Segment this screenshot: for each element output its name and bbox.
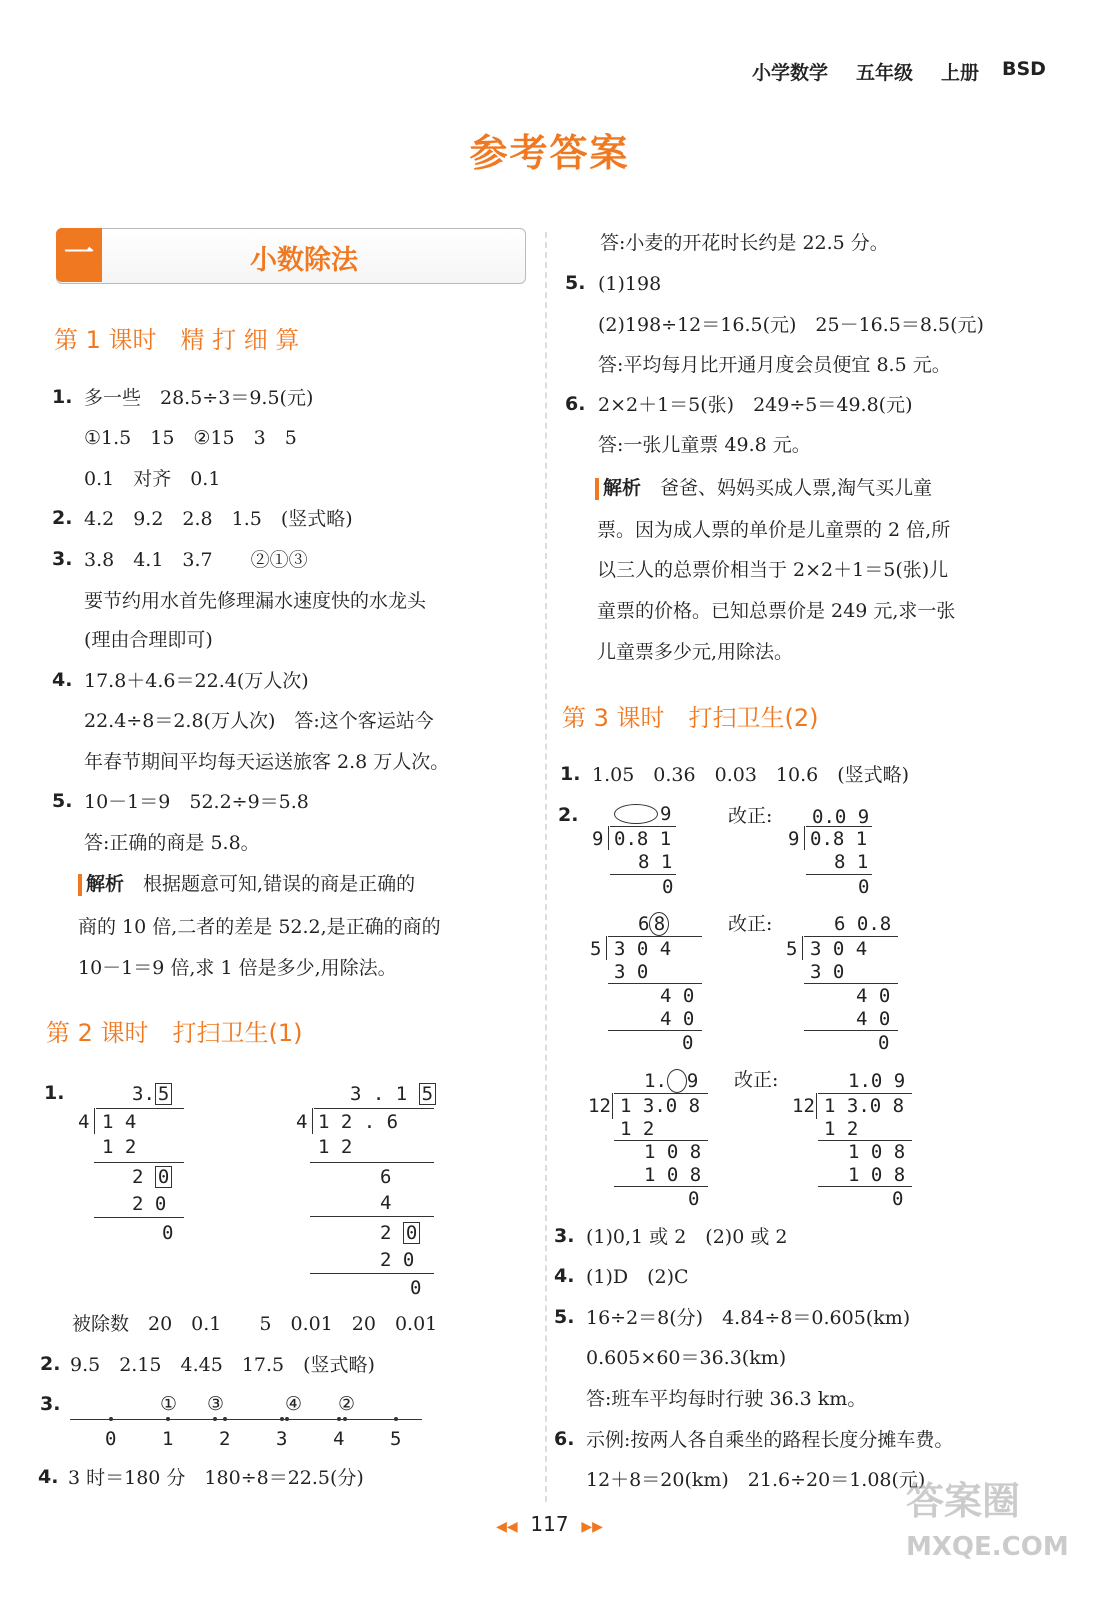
step-line bbox=[608, 983, 702, 984]
step-remainder: 6 bbox=[380, 1166, 392, 1188]
division-bracket bbox=[608, 826, 609, 850]
answer-line: 3 时＝180 分 180÷8＝22.5(分) bbox=[68, 1467, 364, 1489]
dividend: 0.8 1 bbox=[614, 828, 672, 850]
step-remainder: 2 0 bbox=[380, 1222, 420, 1244]
step-line bbox=[94, 1162, 184, 1163]
division-bracket bbox=[806, 826, 872, 827]
answer-line: (1)0,1 或 2 (2)0 或 2 bbox=[586, 1226, 788, 1248]
number-line-point bbox=[343, 1417, 347, 1421]
analysis-line: 童票的价格。已知总票价是 249 元,求一张 bbox=[597, 600, 956, 622]
boxed-digit: 5 bbox=[155, 1083, 172, 1105]
step-subtract: 4 bbox=[380, 1192, 392, 1214]
answer-line: 16÷2＝8(分) 4.84÷8＝0.605(km) bbox=[586, 1307, 911, 1329]
dividend: 1 4 bbox=[102, 1111, 137, 1133]
division-quotient: 9 bbox=[660, 803, 672, 825]
answer-line: 年春节期间平均每天运送旅客 2.8 万人次。 bbox=[84, 751, 450, 773]
step-subtract: 1 0 8 bbox=[848, 1164, 906, 1186]
correction-label: 改正: bbox=[734, 1069, 779, 1091]
lesson2-title: 第 2 课时 打扫卫生(1) bbox=[46, 1019, 303, 1047]
dividend: 1 3.0 8 bbox=[824, 1095, 905, 1117]
divisor: 9 bbox=[788, 828, 800, 850]
division-bracket bbox=[96, 1108, 184, 1109]
question-number: 5. bbox=[52, 790, 73, 812]
answer-line: 17.8＋4.6＝22.4(万人次) bbox=[84, 670, 309, 692]
dividend: 1 3.0 8 bbox=[620, 1095, 701, 1117]
division-quotient: 3. 5 bbox=[132, 1083, 172, 1105]
header-volume: 上册 bbox=[941, 62, 980, 84]
step-line bbox=[614, 1186, 708, 1187]
header-grade: 五年级 bbox=[856, 62, 914, 84]
answer-line: 示例:按两人各自乘坐的路程长度分摊车费。 bbox=[586, 1429, 954, 1451]
step-line bbox=[806, 874, 872, 875]
analysis-line: 票。因为成人票的单价是儿童票的 2 倍,所 bbox=[597, 519, 951, 541]
step-subtract: 1 2 bbox=[824, 1118, 859, 1140]
circled-mark: ② bbox=[338, 1393, 356, 1415]
boxed-digit: 0 bbox=[403, 1222, 420, 1244]
question-number: 4. bbox=[554, 1265, 575, 1287]
answer-line: 12＋8＝20(km) 21.6÷20＝1.08(元) bbox=[586, 1469, 926, 1491]
watermark-url: MXQE.COM bbox=[906, 1532, 1069, 1562]
step-remainder: 0 bbox=[162, 1222, 174, 1244]
step-remainder: 4 0 bbox=[856, 985, 891, 1007]
divisor: 12 bbox=[792, 1095, 815, 1117]
division-bracket bbox=[802, 936, 803, 960]
answer-line: 答:平均每月比开通月度会员便宜 8.5 元。 bbox=[598, 354, 951, 376]
answer-line: 多一些 28.5÷3＝9.5(元) bbox=[84, 387, 314, 409]
lesson3-title: 第 3 课时 打扫卫生(2) bbox=[562, 704, 819, 732]
answer-line: 10－1＝9 52.2÷9＝5.8 bbox=[84, 791, 309, 813]
step-remainder: 4 0 bbox=[660, 985, 695, 1007]
division-bracket bbox=[804, 826, 805, 850]
divisor: 4 bbox=[296, 1111, 308, 1133]
division-quotient: 1. 9 bbox=[644, 1070, 699, 1092]
dividend: 1 2 . 6 bbox=[318, 1111, 399, 1133]
step-remainder: 2 0 bbox=[132, 1166, 172, 1188]
number-line-point bbox=[394, 1417, 398, 1421]
analysis-line: 根据题意可知,错误的商是正确的 bbox=[143, 873, 416, 895]
step-line bbox=[804, 983, 898, 984]
circled-mark: ③ bbox=[207, 1393, 225, 1415]
answer-line: 0.1 对齐 0.1 bbox=[84, 468, 221, 490]
question-number: 2. bbox=[52, 507, 73, 529]
dividend: 3 0 4 bbox=[614, 938, 672, 960]
step-subtract: 3 0 bbox=[614, 961, 649, 983]
answer-line: (2)198÷12＝16.5(元) 25－16.5＝8.5(元) bbox=[598, 314, 984, 336]
correction-label: 改正: bbox=[728, 913, 773, 935]
header-edition: BSD bbox=[1002, 58, 1046, 80]
page-title: 参考答案 bbox=[469, 131, 630, 175]
answer-line: 4.2 9.2 2.8 1.5 (竖式略) bbox=[84, 508, 353, 530]
step-line bbox=[94, 1217, 184, 1218]
answer-line: ①1.5 15 ②15 3 5 bbox=[84, 427, 297, 449]
divisor: 12 bbox=[588, 1095, 611, 1117]
tick-label: 4 bbox=[333, 1428, 345, 1450]
column-divider bbox=[545, 232, 547, 1502]
step-subtract: 2 0 bbox=[132, 1193, 167, 1215]
tick-label: 1 bbox=[162, 1428, 174, 1450]
unit-name: 小数除法 bbox=[250, 245, 358, 276]
analysis-label: 解析 bbox=[86, 873, 125, 895]
division-quotient: 6 8 bbox=[638, 912, 669, 936]
analysis-marker bbox=[78, 874, 82, 896]
question-number: 2. bbox=[40, 1353, 61, 1375]
number-line-point bbox=[285, 1417, 289, 1421]
divisor: 5 bbox=[786, 938, 798, 960]
answer-line: 要节约用水首先修理漏水速度快的水龙头 bbox=[84, 590, 427, 612]
divisor: 5 bbox=[590, 938, 602, 960]
answer-line: 0.605×60＝36.3(km) bbox=[586, 1347, 787, 1369]
question-number: 5. bbox=[565, 272, 586, 294]
step-line bbox=[610, 874, 676, 875]
question-number: 6. bbox=[565, 393, 586, 415]
question-number: 3. bbox=[40, 1393, 61, 1415]
next-arrow-icon: ▶▶ bbox=[581, 1519, 603, 1535]
division-bracket bbox=[614, 1093, 708, 1094]
step-subtract: 1 2 bbox=[102, 1136, 137, 1158]
analysis-marker bbox=[595, 478, 599, 500]
question-number: 5. bbox=[554, 1306, 575, 1328]
analysis-line: 商的 10 倍,二者的差是 52.2,是正确的商的 bbox=[78, 916, 441, 938]
circled-error bbox=[614, 804, 658, 824]
step-remainder: 0 bbox=[878, 1032, 890, 1054]
watermark-logo: 答案圈 bbox=[906, 1479, 1021, 1523]
step-subtract: 8 1 bbox=[638, 851, 673, 873]
number-line-point bbox=[280, 1417, 284, 1421]
boxed-digit: 0 bbox=[155, 1166, 172, 1188]
division-quotient: 3 . 1 5 bbox=[350, 1083, 436, 1105]
correction-label: 改正: bbox=[728, 805, 773, 827]
question-number: 2. bbox=[558, 804, 579, 826]
divisor: 9 bbox=[592, 828, 604, 850]
answer-line: (1)198 bbox=[598, 273, 662, 295]
division-bracket bbox=[608, 936, 702, 937]
tick-label: 5 bbox=[390, 1428, 402, 1450]
division-bracket bbox=[816, 1093, 817, 1119]
prev-arrow-icon: ◀◀ bbox=[496, 1519, 518, 1535]
division-bracket bbox=[610, 826, 676, 827]
unit-number: 一 bbox=[56, 228, 102, 282]
answer-line: (理由合理即可) bbox=[84, 629, 213, 651]
step-line bbox=[804, 1030, 898, 1031]
step-remainder: 1 0 8 bbox=[644, 1141, 702, 1163]
question-number: 4. bbox=[52, 669, 73, 691]
answer-line: 答:一张儿童票 49.8 元。 bbox=[598, 434, 811, 456]
division-bracket bbox=[312, 1108, 313, 1134]
number-line-point bbox=[223, 1417, 227, 1421]
question-number: 1. bbox=[560, 763, 581, 785]
number-line bbox=[70, 1419, 422, 1420]
page-number: 117 bbox=[530, 1512, 569, 1536]
division-quotient: 1.0 9 bbox=[848, 1070, 906, 1092]
step-subtract: 2 0 bbox=[380, 1249, 415, 1271]
lesson1-title: 第 1 课时 精 打 细 算 bbox=[54, 326, 300, 354]
right-analysis bbox=[595, 476, 932, 500]
answer-line: 9.5 2.15 4.45 17.5 (竖式略) bbox=[70, 1354, 375, 1376]
tick-label: 0 bbox=[105, 1428, 117, 1450]
circled-mark: ① bbox=[160, 1393, 178, 1415]
tick-label: 2 bbox=[219, 1428, 231, 1450]
boxed-digit: 5 bbox=[419, 1083, 436, 1105]
answer-line: 2×2＋1＝5(张) 249÷5＝49.8(元) bbox=[598, 394, 913, 416]
answer-line: 答:小麦的开花时长约是 22.5 分。 bbox=[600, 232, 889, 254]
number-line-point bbox=[337, 1417, 341, 1421]
division-bracket bbox=[818, 1093, 912, 1094]
question-number: 4. bbox=[38, 1466, 59, 1488]
question-number: 3. bbox=[52, 548, 73, 570]
analysis-line: 儿童票多少元,用除法。 bbox=[597, 641, 794, 663]
step-line bbox=[310, 1162, 434, 1163]
question-number: 6. bbox=[554, 1428, 575, 1450]
step-remainder: 0 bbox=[858, 876, 870, 898]
answer-line: 1.05 0.36 0.03 10.6 (竖式略) bbox=[592, 764, 910, 786]
step-remainder: 0 bbox=[410, 1277, 422, 1299]
header-subject: 小学数学 bbox=[752, 62, 829, 84]
analysis-line: 10－1＝9 倍,求 1 倍是多少,用除法。 bbox=[78, 957, 397, 979]
dividend: 3 0 4 bbox=[810, 938, 868, 960]
step-line bbox=[608, 1030, 702, 1031]
analysis-line: 爸爸、妈妈买成人票,淘气买儿童 bbox=[660, 477, 933, 499]
circled-error bbox=[667, 1069, 687, 1093]
step-subtract: 8 1 bbox=[834, 851, 869, 873]
division-bracket bbox=[612, 1093, 613, 1119]
step-remainder: 1 0 8 bbox=[848, 1141, 906, 1163]
step-subtract: 1 0 8 bbox=[644, 1164, 702, 1186]
step-line bbox=[310, 1273, 434, 1274]
step-line bbox=[818, 1186, 912, 1187]
lesson1-analysis bbox=[78, 872, 415, 896]
step-remainder: 0 bbox=[892, 1188, 904, 1210]
step-remainder: 0 bbox=[682, 1032, 694, 1054]
analysis-line: 以三人的总票价相当于 2×2＋1＝5(张)儿 bbox=[597, 559, 949, 581]
division-quotient: 0.0 9 bbox=[812, 806, 870, 828]
answer-line: 22.4÷8＝2.8(万人次) 答:这个客运站今 bbox=[84, 710, 434, 732]
answer-line: (1)D (2)C bbox=[586, 1266, 689, 1288]
step-subtract: 3 0 bbox=[810, 961, 845, 983]
division-bracket bbox=[804, 936, 898, 937]
circled-mark: ④ bbox=[285, 1393, 303, 1415]
division-bracket bbox=[606, 936, 607, 960]
dividend: 0.8 1 bbox=[810, 828, 868, 850]
division-bracket bbox=[314, 1108, 434, 1109]
answer-line: 3.8 4.1 3.7 ②①③ bbox=[84, 549, 308, 571]
step-line bbox=[310, 1216, 434, 1217]
circled-error: 8 bbox=[649, 912, 669, 936]
step-subtract: 1 2 bbox=[620, 1118, 655, 1140]
step-remainder: 0 bbox=[688, 1188, 700, 1210]
division-quotient: 6 0.8 bbox=[834, 913, 892, 935]
tick-label: 3 bbox=[276, 1428, 288, 1450]
question-number: 3. bbox=[554, 1225, 575, 1247]
answer-line: 答:班车平均每时行驶 36.3 km。 bbox=[586, 1388, 867, 1410]
answer-line: 答:正确的商是 5.8。 bbox=[84, 832, 260, 854]
question-number: 1. bbox=[44, 1082, 65, 1104]
step-subtract: 4 0 bbox=[660, 1008, 695, 1030]
number-line-point bbox=[213, 1417, 217, 1421]
number-line-point bbox=[166, 1417, 170, 1421]
question-number: 1. bbox=[52, 386, 73, 408]
division-bracket bbox=[94, 1108, 95, 1134]
analysis-label: 解析 bbox=[603, 477, 642, 499]
step-subtract: 1 2 bbox=[318, 1136, 353, 1158]
number-line-point bbox=[109, 1417, 113, 1421]
dividend-row: 被除数 20 0.1 5 0.01 20 0.01 bbox=[72, 1313, 438, 1335]
divisor: 4 bbox=[78, 1111, 90, 1133]
step-subtract: 4 0 bbox=[856, 1008, 891, 1030]
step-remainder: 0 bbox=[662, 876, 674, 898]
